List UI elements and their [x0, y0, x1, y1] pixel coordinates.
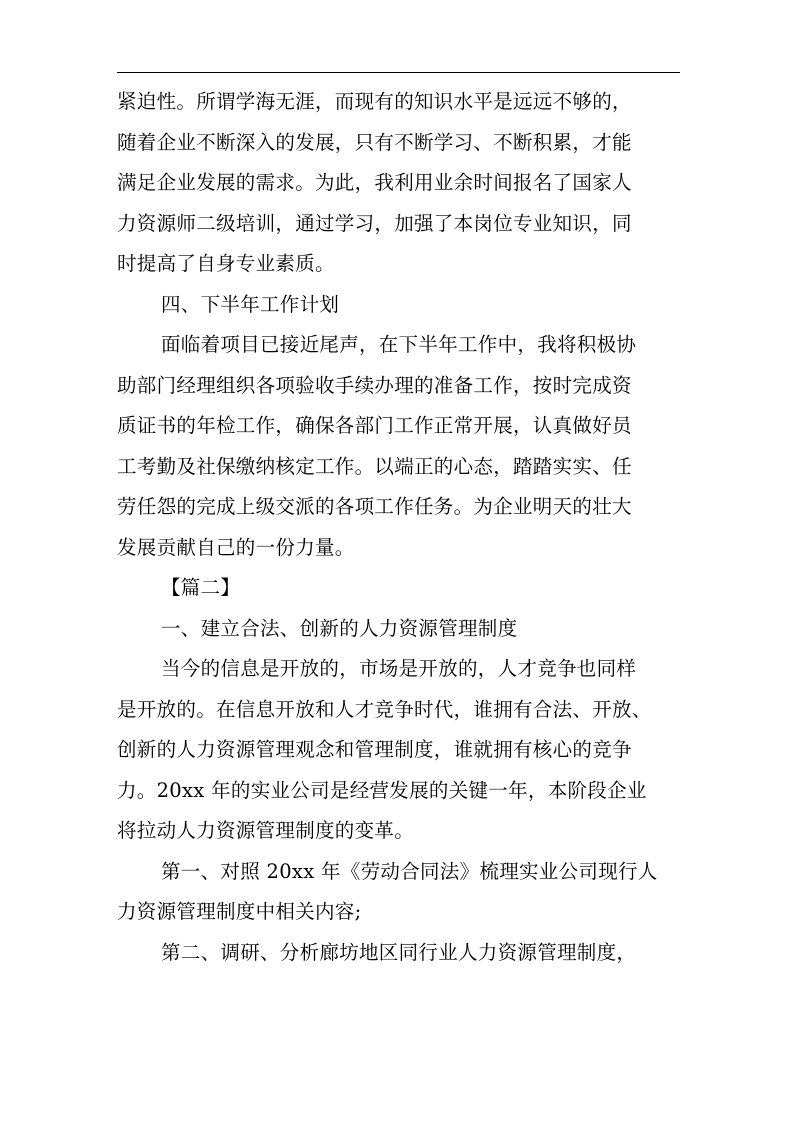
- text-line: 时提高了自身专业素质。: [117, 252, 335, 275]
- text-line: 创新的人力资源管理观念和管理制度，谁就拥有核心的竞争: [117, 738, 632, 761]
- section-heading: 一、建立合法、创新的人力资源管理制度: [161, 616, 518, 640]
- text-line: 满足企业发展的需求。为此，我利用业余时间报名了国家人: [117, 171, 632, 194]
- text-line: 质证书的年检工作，确保各部门工作正常开展，认真做好员: [117, 414, 632, 437]
- text-line: 第一、对照 20xx 年《劳动合同法》梳理实业公司现行人: [161, 859, 658, 883]
- text-line: 随着企业不断深入的发展，只有不断学习、不断积累，才能: [117, 130, 632, 154]
- text-line: 是开放的。在信息开放和人才竞争时代，谁拥有合法、开放、: [117, 697, 652, 721]
- text-line: 将拉动人力资源管理制度的变革。: [117, 819, 415, 842]
- text-line: 发展贡献自己的一份力量。: [117, 535, 355, 559]
- text-line: 工考勤及社保缴纳核定工作。以端正的心态，踏踏实实、任: [117, 454, 632, 478]
- part-heading: 【篇二】: [161, 576, 241, 599]
- document-body: [117, 82, 680, 973]
- text-line: 当今的信息是开放的，市场是开放的，人才竞争也同样: [161, 657, 637, 680]
- text-line: 劳任怨的完成上级交派的各项工作任务。为企业明天的壮大: [117, 495, 632, 518]
- text-line: 紧迫性。所谓学海无涯，而现有的知识水平是远远不够的，: [117, 90, 632, 113]
- section-heading: 四、下半年工作计划: [161, 292, 340, 316]
- text-line: 助部门经理组织各项验收手续办理的准备工作，按时完成资: [117, 373, 632, 397]
- text-line: 面临着项目已接近尾声，在下半年工作中，我将积极协: [161, 333, 637, 356]
- text-line: 第二、调研、分析廊坊地区同行业人力资源管理制度，: [161, 940, 637, 964]
- text-line: 力资源管理制度中相关内容;: [117, 900, 362, 923]
- header-rule: [117, 72, 680, 73]
- text-line: 力资源师二级培训，通过学习，加强了本岗位专业知识，同: [117, 211, 632, 235]
- text-line: 力。20xx 年的实业公司是经营发展的关键一年，本阶段企业: [117, 778, 647, 802]
